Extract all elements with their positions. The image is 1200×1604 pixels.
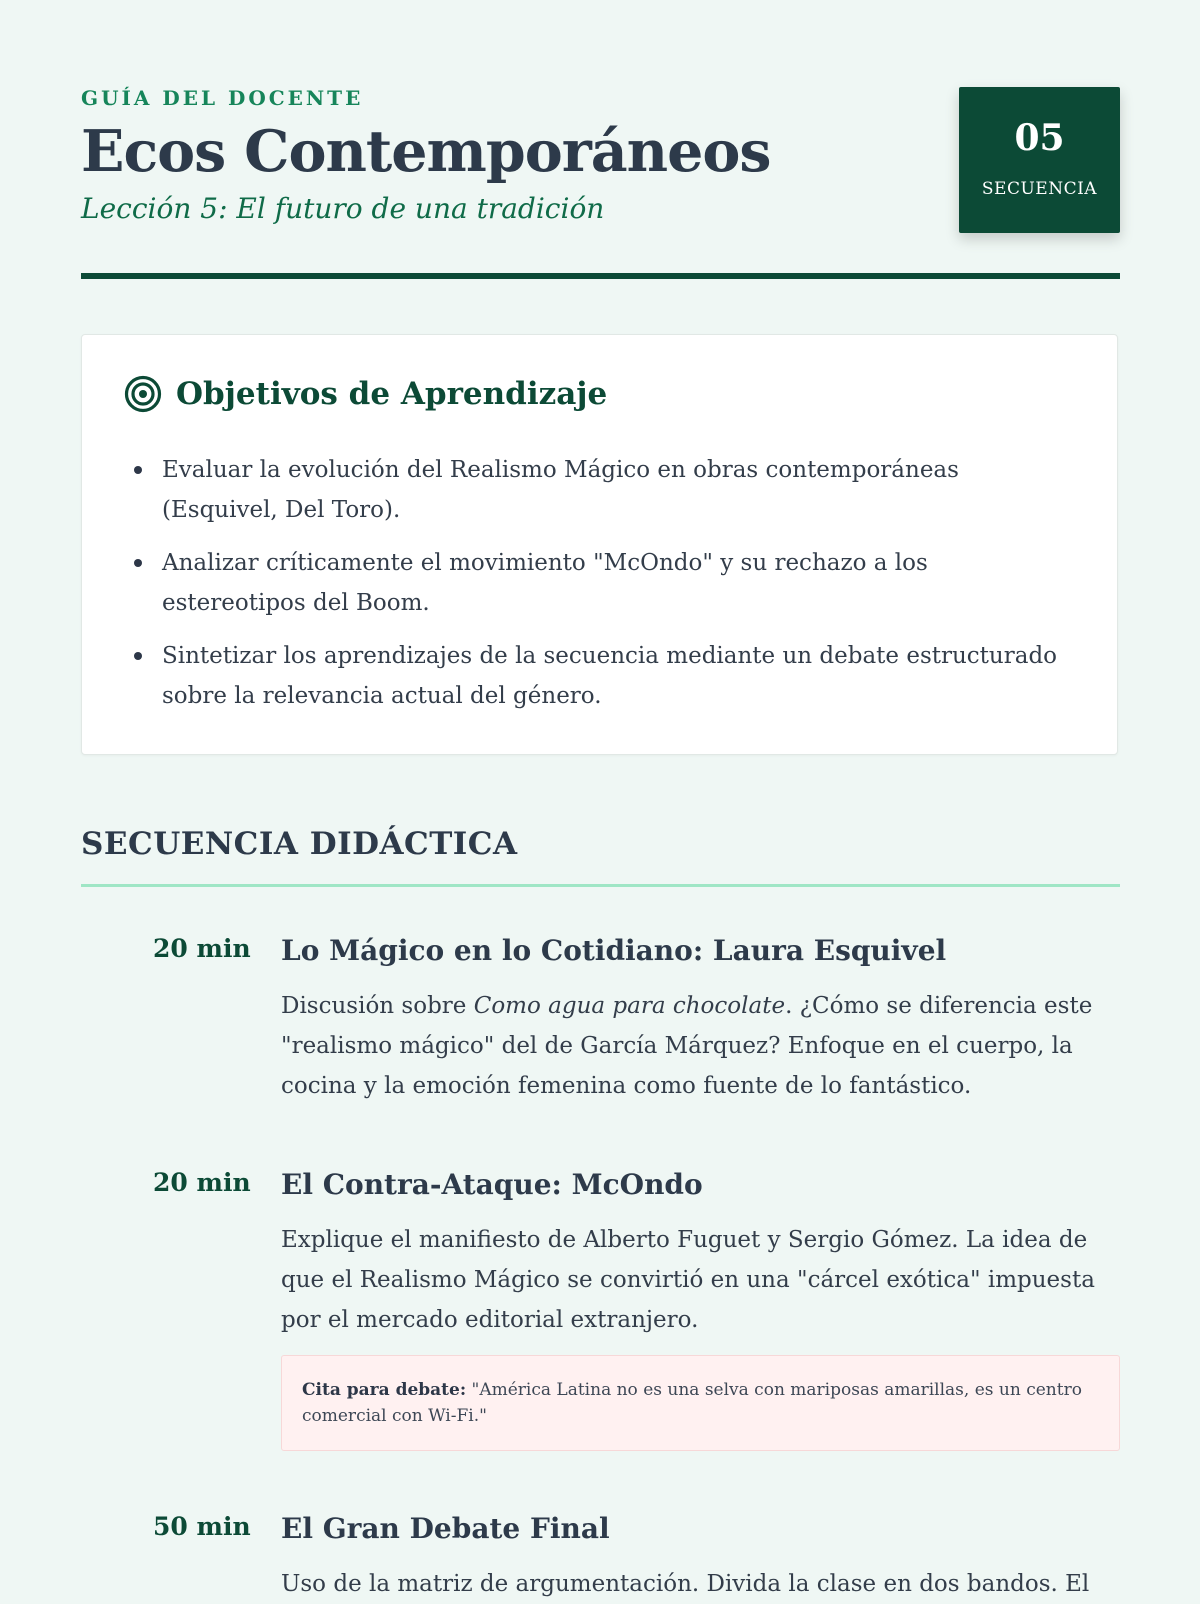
sequence-section-title: SECUENCIA DIDÁCTICA [81, 826, 518, 862]
sequence-number: 05 [1014, 117, 1065, 159]
objective-item [122, 543, 1072, 623]
page-title: Ecos Contemporáneos [81, 118, 771, 185]
debate-quote-box [281, 1355, 1120, 1451]
objective-text: Evaluar la evolución del Realismo Mágico en obras contemporáneas (Esquivel, Del Toro). [162, 457, 959, 523]
lesson-subtitle: Lección 5: El futuro de una tradición [81, 192, 605, 225]
step-duration: 20 min [153, 1168, 251, 1197]
quote-label: Cita para debate: [302, 1380, 467, 1400]
objective-item [122, 636, 1072, 716]
objectives-list [122, 450, 1072, 729]
bullet-icon [134, 466, 142, 474]
objectives-title: Objetivos de Aprendizaje [176, 376, 608, 412]
sequence-label: SECUENCIA [981, 179, 1098, 199]
objectives-card [81, 334, 1118, 755]
step-title: El Gran Debate Final [281, 1512, 610, 1545]
bullet-icon [134, 559, 142, 567]
step-description: Uso de la matriz de argumentación. Divida la clase en dos bandos. El [281, 1571, 1090, 1597]
objectives-heading [124, 375, 607, 413]
bullet-icon [134, 652, 142, 660]
book-title: Como agua para chocolate [473, 993, 786, 1019]
teacher-guide-page [81, 0, 1120, 1597]
header-divider [81, 273, 1120, 279]
step-title: Lo Mágico en lo Cotidiano: Laura Esquivel [281, 934, 947, 967]
objective-text: Analizar críticamente el movimiento "McOndo" y su rechazo a los estereotipos del Boom. [162, 550, 928, 616]
target-icon [124, 375, 162, 413]
step-description: Discusión sobre Como agua para chocolate. ¿Cómo se diferencia este "realismo mágico" del de García Márquez? Enfoque en el cuerpo, la cocina y la emoción femenina como fuente de lo fantástico. [281, 993, 1093, 1099]
objective-item [122, 450, 1072, 530]
quote-text: "América Latina no es una selva con mariposas amarillas, es un centro comercial con Wi-Fi." [302, 1380, 1082, 1426]
section-divider [81, 884, 1120, 887]
step-duration: 50 min [153, 1512, 251, 1541]
guide-eyebrow: GUÍA DEL DOCENTE [81, 86, 364, 110]
page-header [81, 0, 1120, 280]
objective-text: Sintetizar los aprendizajes de la secuencia mediante un debate estructurado sobre la relevancia actual del género. [162, 643, 1058, 709]
step-title: El Contra-Ataque: McOndo [281, 1168, 703, 1201]
sequence-badge [959, 87, 1120, 233]
step-duration: 20 min [153, 934, 251, 963]
step-description: Explique el manifiesto de Alberto Fuguet y Sergio Gómez. La idea de que el Realismo Mágico se convirtió en una "cárcel exótica" impuesta por el mercado editorial extranjero. [281, 1227, 1095, 1333]
